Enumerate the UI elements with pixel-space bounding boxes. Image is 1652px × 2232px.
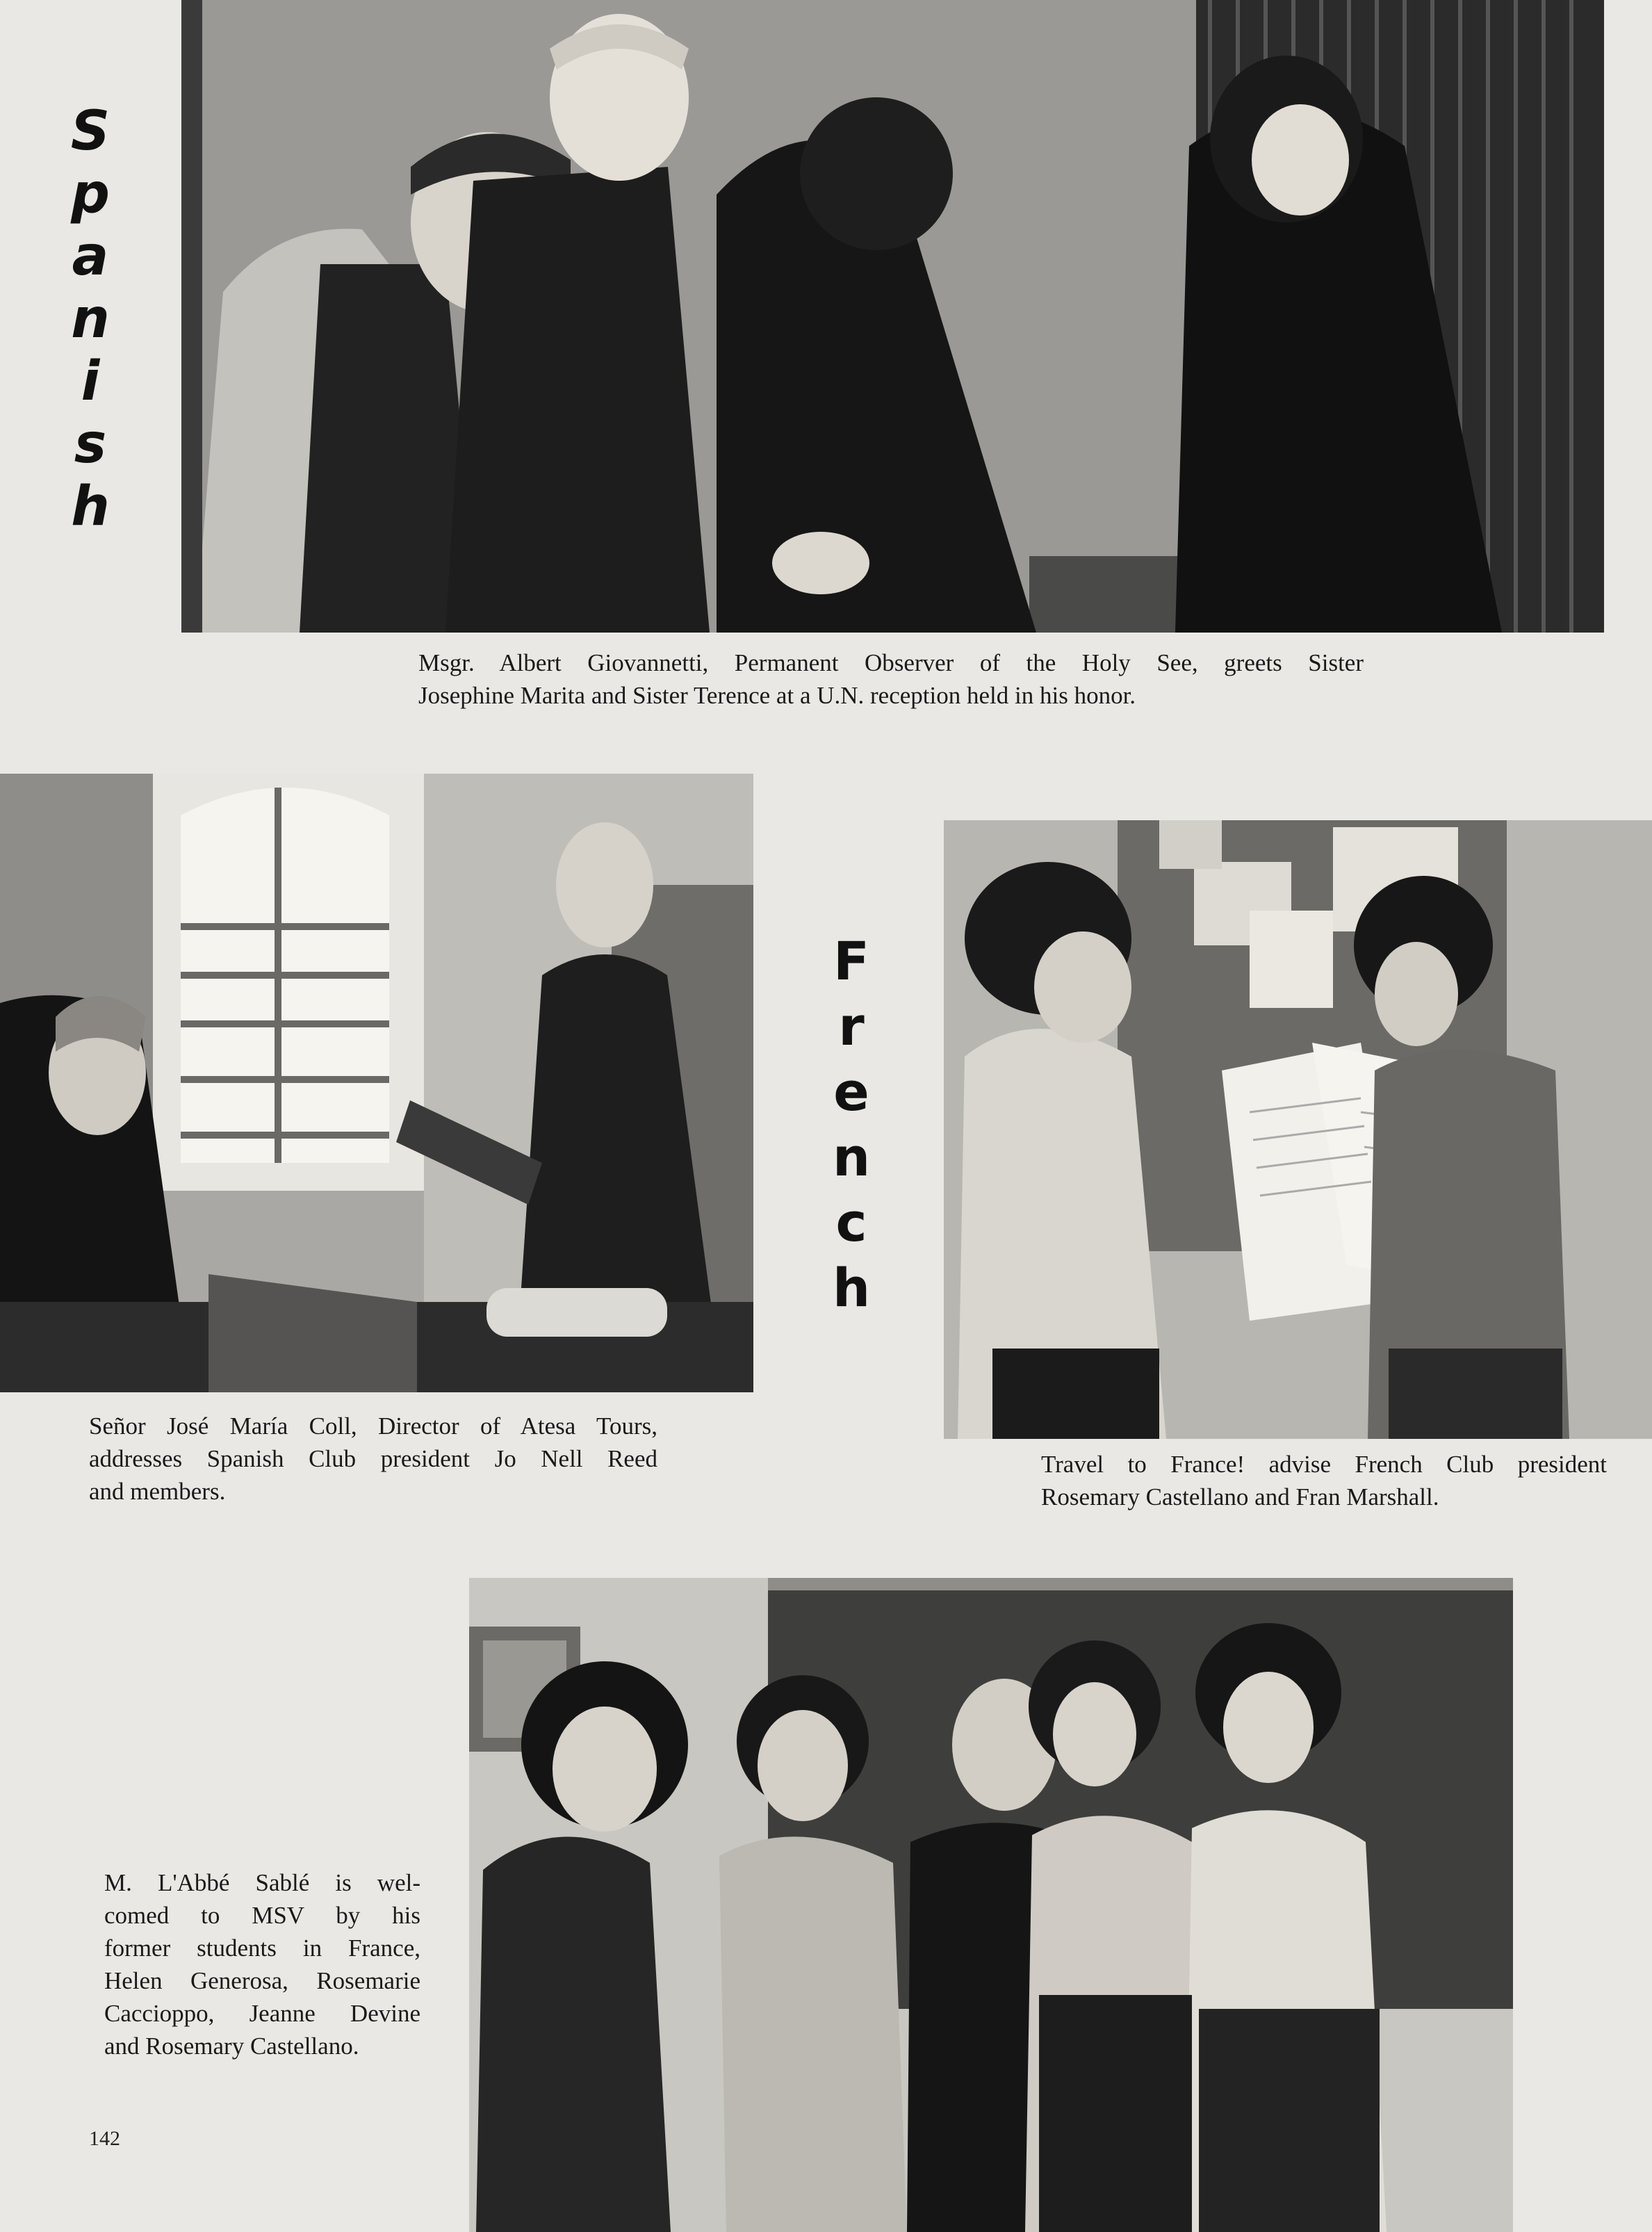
caption-abbe-sable [104, 1866, 420, 2062]
photo-un-reception [181, 0, 1604, 633]
caption-line: Caccioppo, Jeanne Devine [104, 2000, 420, 2027]
caption-line: and Rosemary Castellano. [104, 2033, 359, 2060]
spanish-heading-letter: h [71, 475, 110, 538]
french-heading-letter: c [835, 1191, 867, 1253]
caption-top [418, 646, 1364, 712]
french-heading-letter: r [838, 995, 865, 1057]
spanish-heading-letter: p [71, 163, 110, 225]
french-heading-letter: e [833, 1061, 869, 1123]
caption-line: comed to MSV by his [104, 1902, 420, 1929]
french-heading-letter: F [833, 930, 869, 992]
photo-spanish-club-address [0, 774, 753, 1392]
caption-line: former students in France, [104, 1934, 420, 1962]
spanish-heading-letter: n [71, 288, 110, 350]
spanish-heading-letter: s [74, 413, 107, 475]
caption-line: Helen Generosa, Rosemarie [104, 1967, 420, 1994]
caption-line: Travel to France! advise French Club president [1041, 1451, 1607, 1478]
caption-line: and members. [89, 1478, 226, 1505]
caption-line: Josephine Marita and Sister Terence at a U.N. reception held in his honor. [418, 682, 1136, 709]
spanish-heading-letter: i [81, 350, 100, 413]
page-number: 142 [89, 2127, 120, 2150]
spanish-heading [69, 100, 111, 538]
caption-line: Msgr. Albert Giovannetti, Permanent Observer of the Holy See, greets Sister [418, 649, 1364, 676]
spanish-heading-letter: a [72, 225, 109, 288]
french-heading [831, 930, 872, 1319]
caption-line: M. L'Abbé Sablé is wel- [104, 1869, 420, 1896]
caption-spanish-club [89, 1410, 657, 1508]
caption-line: Rosemary Castellano and Fran Marshall. [1041, 1483, 1439, 1510]
caption-line: Señor José María Coll, Director of Atesa Tours, [89, 1412, 657, 1440]
photo-french-club-travel [944, 820, 1652, 1439]
spanish-heading-letter: S [70, 100, 111, 163]
caption-french-club [1041, 1448, 1607, 1513]
photo-abbe-sable-welcome [469, 1578, 1513, 2232]
caption-line: addresses Spanish Club president Jo Nell Reed [89, 1445, 657, 1472]
french-heading-letter: n [832, 1126, 871, 1188]
french-heading-letter: h [832, 1257, 871, 1319]
